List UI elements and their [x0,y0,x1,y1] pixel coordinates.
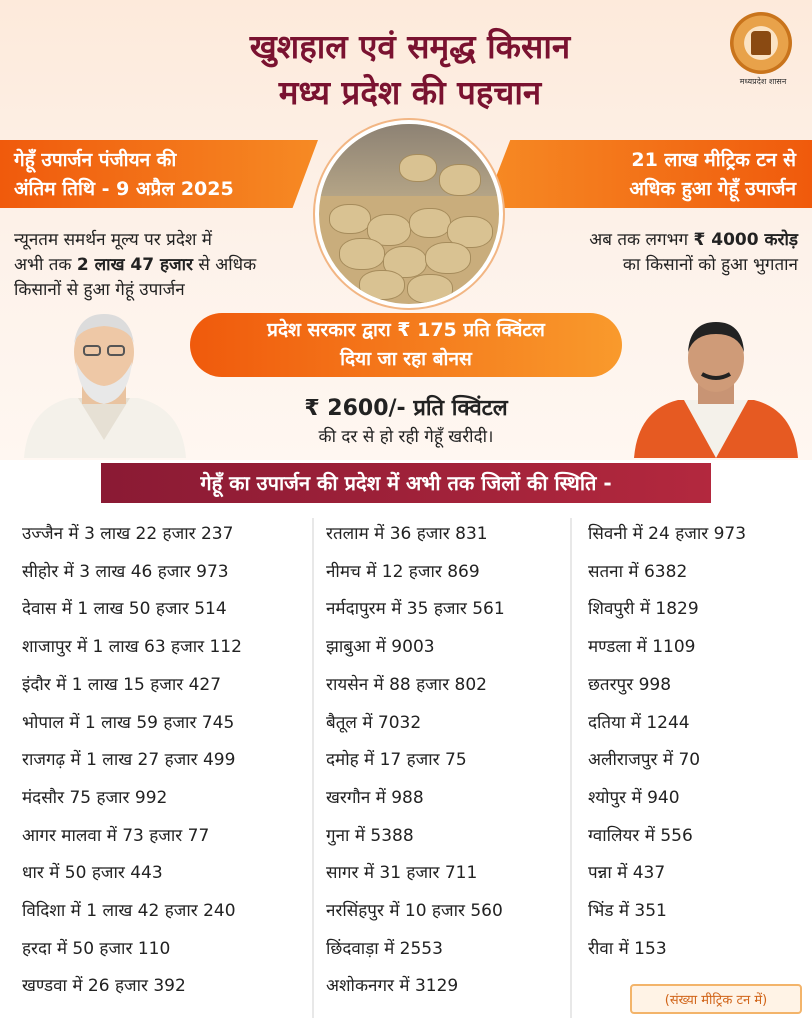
left-text-line-2 [14,253,314,278]
left-ribbon-text [14,146,234,204]
district-item: धार में 50 हजार 443 [22,863,163,884]
district-item: मंदसौर 75 हजार 992 [22,787,168,808]
district-item: अलीराजपुर में 70 [588,750,701,771]
district-item: शाजापुर में 1 लाख 63 हजार 112 [22,637,242,658]
right-leader-photo [630,312,802,458]
district-item: सीहोर में 3 लाख 46 हजार 973 [22,561,229,582]
left-text-part-c: से अधिक [192,255,257,275]
district-item: गुना में 5388 [326,825,414,846]
poster-title [140,24,680,116]
district-item: नर्मदापुरम में 35 हजार 561 [326,599,505,620]
left-panel-text [14,228,314,303]
district-item: रतलाम में 36 हजार 831 [326,524,488,544]
district-item: दमोह में 17 हजार 75 [326,750,467,771]
bonus-line-2: दिया जा रहा बोनस [340,348,472,370]
district-item: दतिया में 1244 [588,712,690,733]
district-item: उज्जैन में 3 लाख 22 हजार 237 [22,524,234,544]
farmer-count: 2 लाख 47 हजार [76,255,193,275]
district-item: छिंदवाड़ा में 2553 [326,938,443,959]
district-item: भिंड में 351 [588,901,667,921]
right-ribbon-line-2: अधिक हुआ गेहूँ उपार्जन [629,178,796,200]
bonus-line-1: प्रदेश सरकार द्वारा ₹ 175 प्रति क्विंटल [267,319,545,341]
procurement-rate-note: की दर से हो रही गेहूँ खरीदी। [318,427,494,447]
district-item: नरसिंहपुर में 10 हजार 560 [326,901,503,921]
district-item: अशोकनगर में 3129 [326,976,459,997]
title-line-1: खुशहाल एवं समृद्ध किसान [249,27,571,66]
column-divider [570,518,572,1018]
district-item: श्योपुर में 940 [588,787,680,808]
right-ribbon-text [629,146,796,204]
wheat-sacks-photo [315,120,503,308]
district-item: सिवनी में 24 हजार 973 [588,524,747,544]
title-line-2: मध्य प्रदेश की पहचान [278,73,542,112]
right-panel-text [498,228,798,278]
left-leader-photo [18,300,190,458]
district-item: सागर में 31 हजार 711 [326,863,478,884]
bonus-banner [190,313,622,377]
district-item: आगर मालवा में 73 हजार 77 [22,825,210,846]
right-text-part-a: अब तक लगभग [589,230,694,250]
district-item: ग्वालियर में 556 [588,825,693,846]
payment-amount: ₹ 4000 करोड़ [693,230,798,250]
district-item: झाबुआ में 9003 [326,637,435,658]
right-ribbon-line-1: 21 लाख मीट्रिक टन से [631,149,796,171]
district-item: खण्डवा में 26 हजार 392 [22,976,186,997]
district-item: विदिशा में 1 लाख 42 हजार 240 [22,901,236,921]
district-item: इंदौर में 1 लाख 15 हजार 427 [22,674,222,695]
emblem-caption: मध्यप्रदेश शासन [739,77,787,86]
district-item: भोपाल में 1 लाख 59 हजार 745 [22,712,235,733]
mp-emblem-icon [730,12,792,74]
column-divider [312,518,314,1018]
district-item: सतना में 6382 [588,561,688,582]
procurement-rate: ₹ 2600/- प्रति क्विंटल [304,396,508,421]
district-item: पन्ना में 437 [588,863,666,884]
district-item: रायसेन में 88 हजार 802 [326,674,488,695]
district-item: नीमच में 12 हजार 869 [326,561,480,582]
district-item: खरगौन में 988 [326,787,424,808]
left-ribbon-line-1: गेहूँ उपार्जन पंजीयन की [14,149,177,171]
district-item: छतरपुर 998 [588,674,672,695]
right-text-line-1 [498,228,798,253]
district-item: हरदा में 50 हजार 110 [22,938,171,959]
district-item: रीवा में 153 [588,938,667,959]
district-item: राजगढ़ में 1 लाख 27 हजार 499 [22,750,236,771]
left-text-line-1: न्यूनतम समर्थन मूल्य पर प्रदेश में [14,230,212,250]
district-item: देवास में 1 लाख 50 हजार 514 [22,599,227,620]
left-text-part-a: अभी तक [14,255,77,275]
district-item: मण्डला में 1109 [588,637,696,658]
district-status-heading: गेहूँ का उपार्जन की प्रदेश में अभी तक जिलों की स्थिति - [101,463,711,503]
left-text-line-3: किसानों से हुआ गेहूं उपार्जन [14,280,185,300]
left-ribbon-line-2: अंतिम तिथि - 9 अप्रैल 2025 [14,178,234,200]
district-item: बैतूल में 7032 [326,712,422,733]
district-item: शिवपुरी में 1829 [588,599,699,620]
right-text-line-2: का किसानों को हुआ भुगतान [622,255,798,275]
unit-note: (संख्या मीट्रिक टन में) [630,984,802,1014]
